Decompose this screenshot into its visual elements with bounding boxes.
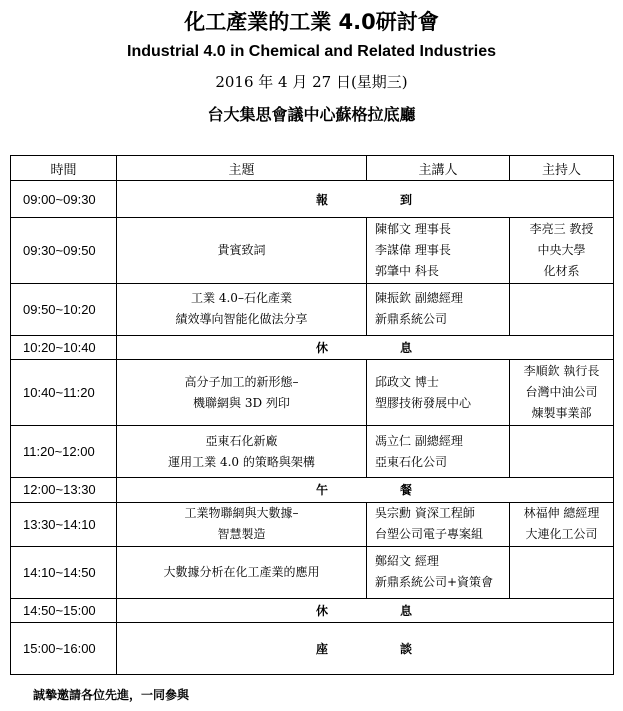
footer-invitation: 誠摯邀請各位先進，一同參與 [33,688,190,702]
topic-line: 亞東石化新廠 [205,433,278,448]
host-line: 林福伸 總經理 [523,506,600,521]
speaker-line: 李謀偉 理事長 [375,243,451,258]
topic-cell [117,502,367,546]
host-cell [510,547,614,599]
speaker-line: 新鼎系統公司 [375,312,448,327]
break-row [11,478,614,503]
time-cell: 09:00~09:30 [11,181,117,218]
topic-line: 績效導向智能化做法分享 [175,312,308,327]
time-cell: 10:20~10:40 [11,335,117,360]
table-row [11,547,614,599]
table-header-row [11,156,614,181]
topic-cell [117,360,367,426]
topic-line: 智慧製造 [217,527,266,542]
event-venue: 台大集思會議中心蘇格拉底廳 [207,105,416,124]
topic-cell [117,547,367,599]
speaker-line: 塑膠技術發展中心 [375,395,472,410]
column-header: 時間 [11,156,117,181]
speaker-cell [367,284,510,336]
speaker-cell [367,547,510,599]
speaker-line: 邱政文 博士 [375,374,439,389]
page-title: 化工產業的工業 4.0研討會 [184,10,439,34]
time-cell: 10:40~11:20 [11,360,117,426]
time-cell: 13:30~14:10 [11,502,117,546]
speaker-cell [367,218,510,284]
table-row [11,284,614,336]
break-row [11,181,614,218]
host-line: 大連化工公司 [525,527,598,542]
speaker-line: 吳宗勳 資深工程師 [375,506,475,521]
host-cell [510,218,614,284]
topic-line: 機聯網與 3D 列印 [193,395,290,410]
column-header: 主講人 [367,156,510,181]
event-date: 2016 年 4 月 27 日(星期三) [215,73,408,91]
time-cell: 14:10~14:50 [11,547,117,599]
break-label: 座 談 [117,623,614,675]
break-row [11,623,614,675]
host-line: 李亮三 教授 [529,222,594,237]
speaker-line: 陳振欽 副總經理 [375,291,463,306]
topic-cell [117,426,367,478]
speaker-line: 馮立仁 副總經理 [375,433,463,448]
time-cell: 09:50~10:20 [11,284,117,336]
topic-cell [117,218,367,284]
topic-cell [117,284,367,336]
break-label: 休 息 [117,598,614,623]
speaker-line: 新鼎系統公司+資策會 [375,575,494,590]
speaker-line: 陳郁文 理事長 [375,222,451,237]
agenda-table [10,155,614,675]
speaker-cell [367,360,510,426]
topic-line: 大數據分析在化工產業的應用 [163,564,320,579]
table-row [11,426,614,478]
speaker-line: 鄭紹文 經理 [375,554,439,569]
column-header: 主題 [117,156,367,181]
agenda-body [11,181,614,675]
host-cell [510,426,614,478]
column-header: 主持人 [510,156,614,181]
table-row [11,218,614,284]
host-line: 台灣中油公司 [525,385,598,400]
host-line: 中央大學 [537,243,586,258]
host-cell [510,360,614,426]
speaker-line: 郭肇中 科長 [375,264,439,279]
topic-line: 高分子加工的新形態– [184,374,299,389]
topic-line: 工業物聯網與大數據– [184,506,299,521]
time-cell: 15:00~16:00 [11,623,117,675]
topic-line: 貴賓致詞 [217,243,266,258]
host-line: 李順欽 執行長 [523,364,600,379]
host-line: 化材系 [543,264,580,279]
break-row [11,598,614,623]
break-row [11,335,614,360]
speaker-line: 台塑公司電子專案組 [375,527,484,542]
host-line: 煉製事業部 [531,406,592,421]
time-cell: 11:20~12:00 [11,426,117,478]
topic-line: 工業 4.0–石化產業 [191,291,292,306]
table-row [11,360,614,426]
time-cell: 12:00~13:30 [11,478,117,503]
table-row [11,502,614,546]
speaker-cell [367,426,510,478]
host-cell [510,502,614,546]
break-label: 休 息 [117,335,614,360]
speaker-line: 亞東石化公司 [375,454,448,469]
time-cell: 09:30~09:50 [11,218,117,284]
break-label: 午 餐 [117,478,614,503]
page-subtitle: Industrial 4.0 in Chemical and Related Industries [127,43,496,60]
topic-line: 運用工業 4.0 的策略與架構 [168,454,315,469]
speaker-cell [367,502,510,546]
time-cell: 14:50~15:00 [11,598,117,623]
host-cell [510,284,614,336]
break-label: 報 到 [117,181,614,218]
